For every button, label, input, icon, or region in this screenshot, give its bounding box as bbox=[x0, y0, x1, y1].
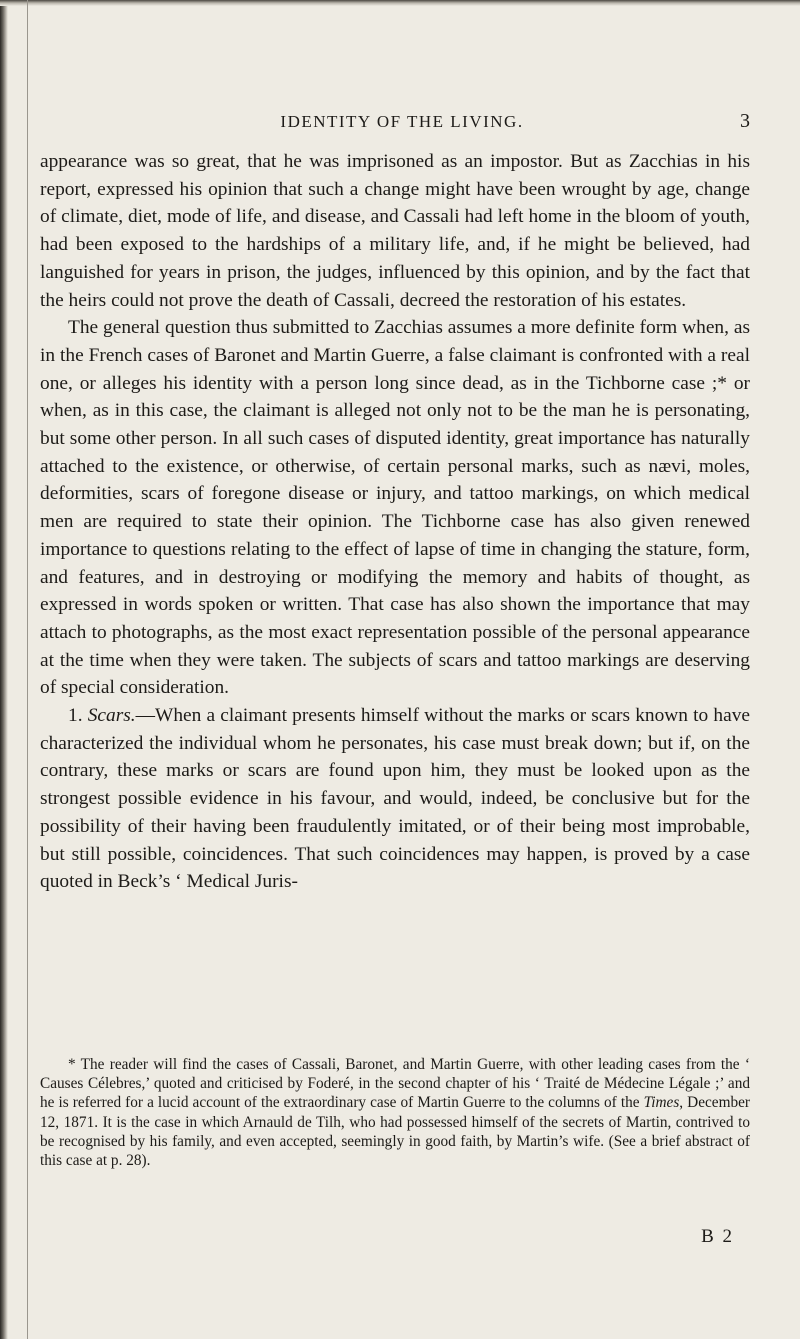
section-heading-scars: Scars. bbox=[87, 705, 136, 727]
paragraph-3-text: —When a claimant presents himself without the marks or scars known to have characterized the individual whom he personates, his case must break down; but if, on the contrary, these marks or scars are found upon him, they must be looked upon as the strongest possible evidence in his favour, and would, indeed, be conclusive but for the possibility of their having been fraudulently imitated, or of their being most improbable, but still possible, coincidences. That such coincidences may happen, is proved by a case quoted in Beck’s ‘ Medical Juris- bbox=[40, 705, 750, 893]
section-number: 1. bbox=[68, 705, 88, 727]
footnote-part-1: * The reader will find the cases of Cassali, Baronet, and Martin Guerre, with other leading cases from the ‘ Causes Célebres,’ quoted and criticised by Foderé, in the second chapter of his ‘ Traité de Médecine Légale ;’ and he is referred for a lucid account of the extraordinary case of Martin Guerre to the columns of the bbox=[40, 1056, 750, 1112]
page-margin-line bbox=[27, 0, 28, 1339]
paragraph-1: appearance was so great, that he was imprisoned as an impostor. But as Zacchias in his report, expressed his opinion that such a change might have been wrought by age, change of climate, diet, mode of life, and disease, and Cassali had left home in the bloom of youth, had been exposed to the hardships of a military life, and, if he might be believed, had languished for years in prison, the judges, influenced by this opinion, and by the fact that the heirs could not prove the death of Cassali, decreed the restoration of his estates. bbox=[40, 151, 750, 311]
running-head: IDENTITY OF THE LIVING. bbox=[280, 112, 524, 131]
signature-mark: B 2 bbox=[701, 1226, 734, 1247]
footnote-text bbox=[40, 1055, 750, 1170]
page-number: 3 bbox=[740, 110, 750, 132]
footnote bbox=[40, 1055, 750, 1170]
body-text bbox=[40, 148, 750, 896]
page-edge-shadow bbox=[0, 0, 8, 1339]
paragraph-2: The general question thus submitted to Zacchias assumes a more definite form when, as in the French cases of Baronet and Martin Guerre, a false claimant is confronted with a real one, or alleges his identity with a person long since dead, as in the Tichborne case ;* or when, as in this case, the claimant is alleged not only not to be the man he is personating, but some other person. In all such cases of disputed identity, great importance has naturally attached to the existence, or otherwise, of certain personal marks, such as nævi, moles, deformities, scars of foregone disease or injury, and tattoo markings, on which medical men are required to state their opinion. The Tichborne case has also given renewed importance to questions relating to the effect of lapse of time in changing the stature, form, and features, and in destroying or modifying the memory and habits of thought, as expressed in words spoken or written. That case has also shown the importance that may attach to photographs, as the most exact representation possible of the personal appearance at the time when they were taken. The subjects of scars and tattoo markings are deserving of special consideration. bbox=[40, 317, 750, 699]
paragraph-3 bbox=[40, 702, 750, 896]
footnote-part-2: , December 12, 1871. It is the case in which Arnauld de Tilh, who had possessed himself of the secrets of Martin, contrived to be recognised by his family, and even accepted, seemingly in good faith, by Martin’s wife. (See a brief abstract of this case at p. 28). bbox=[40, 1094, 750, 1170]
page-top-edge bbox=[0, 0, 800, 6]
footnote-times: Times bbox=[643, 1094, 680, 1112]
page-header bbox=[40, 112, 750, 138]
